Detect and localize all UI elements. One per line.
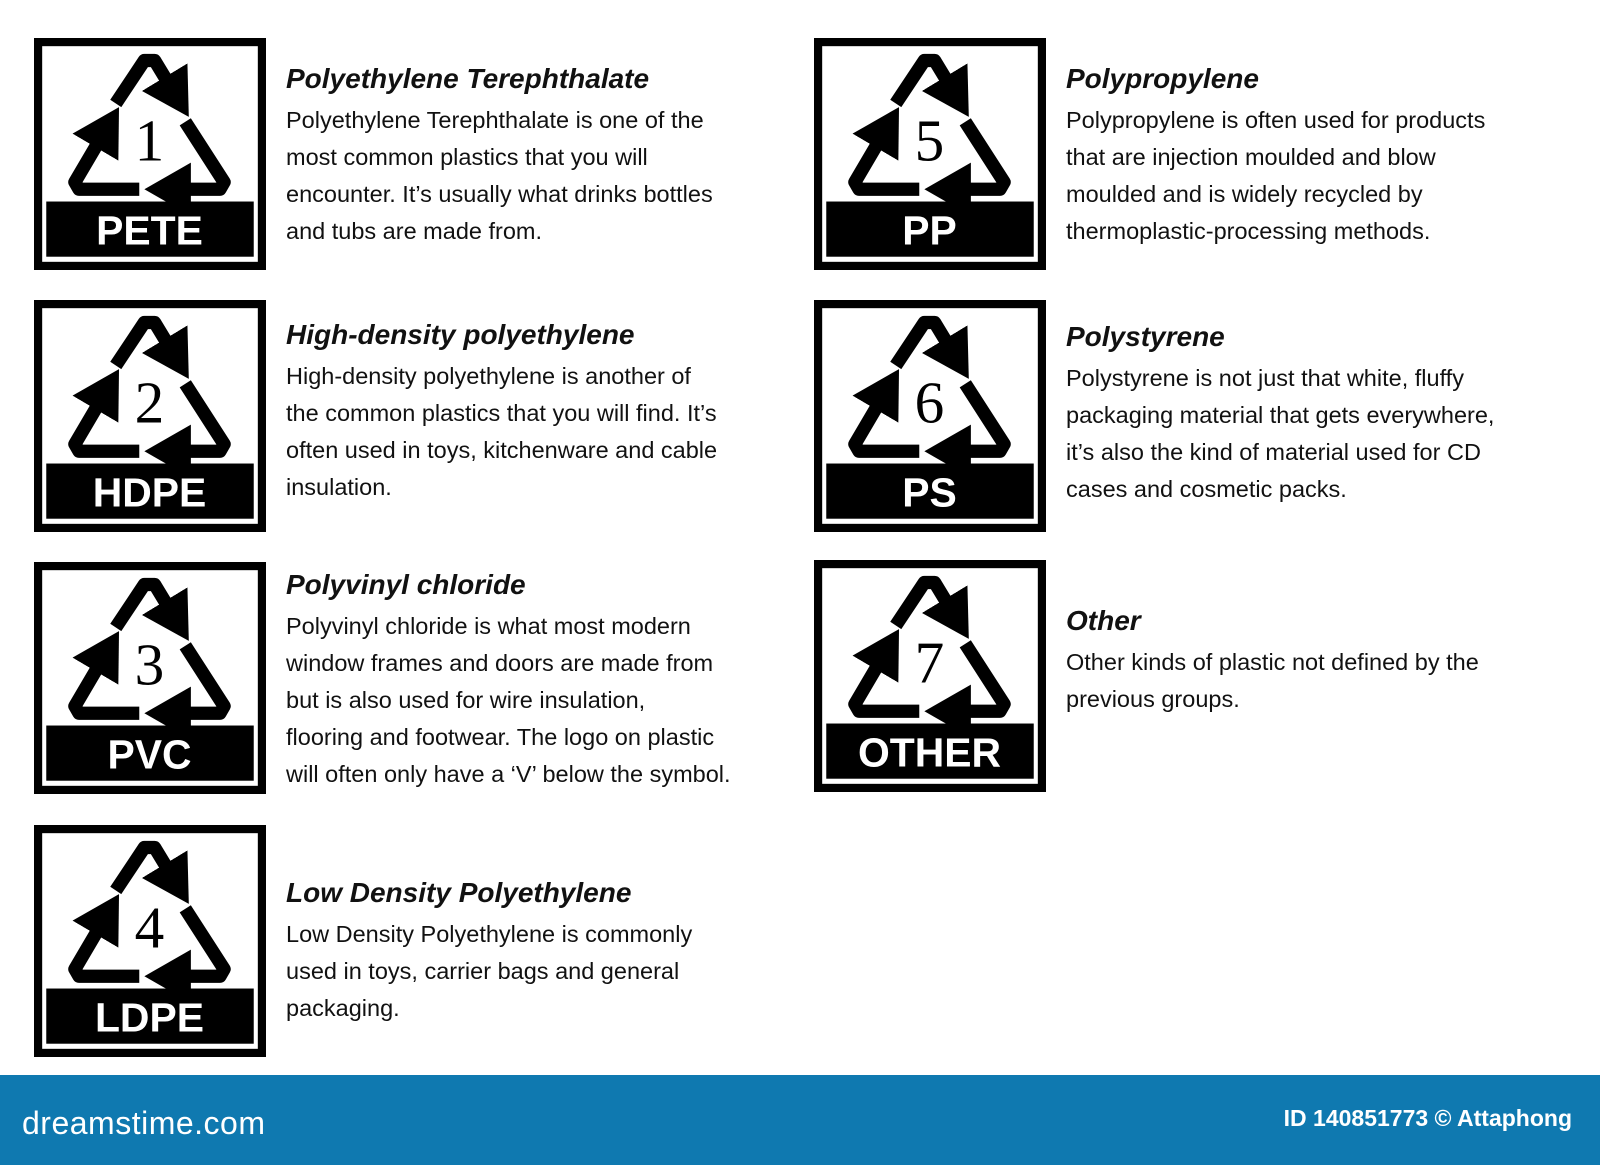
plastic-description — [286, 568, 806, 793]
description-line: moulded and is widely recycled by — [1066, 181, 1423, 207]
recycling-symbol — [34, 38, 266, 270]
description-line: window frames and doors are made from — [286, 650, 714, 676]
resin-number: 5 — [914, 107, 945, 174]
description-line: will often only have a ‘V’ below the symbol. — [286, 761, 731, 787]
recycling-symbol — [34, 562, 266, 794]
resin-code-label: HDPE — [92, 469, 207, 516]
resin-number: 4 — [134, 894, 165, 961]
resin-code-label: PVC — [107, 731, 192, 778]
description-line: but is also used for wire insulation, — [286, 687, 646, 713]
recycling-symbol — [34, 300, 266, 532]
description-line: Polypropylene is often used for products — [1066, 107, 1486, 133]
description-line: the common plastics that you will find. It’s — [286, 400, 717, 426]
description-line: High-density polyethylene is another of — [286, 363, 691, 389]
resin-number: 2 — [134, 369, 165, 436]
plastic-title: Polystyrene — [1066, 321, 1225, 352]
plastic-title: Low Density Polyethylene — [286, 877, 632, 908]
description-line: encounter. It’s usually what drinks bottles — [286, 181, 713, 207]
plastic-description — [286, 318, 806, 506]
plastic-title: Polypropylene — [1066, 63, 1259, 94]
resin-number: 7 — [914, 629, 945, 696]
plastic-title: High-density polyethylene — [286, 319, 635, 350]
resin-code-label: LDPE — [94, 994, 204, 1041]
plastic-description — [286, 876, 806, 1027]
resin-number: 1 — [134, 107, 165, 174]
description-line: most common plastics that you will — [286, 144, 648, 170]
description-line: thermoplastic-processing methods. — [1066, 218, 1431, 244]
description-line: Polyethylene Terephthalate is one of the — [286, 107, 704, 133]
description-line: Low Density Polyethylene is commonly — [286, 921, 693, 947]
description-line: packaging. — [286, 995, 400, 1021]
resin-code-label: PETE — [96, 207, 203, 254]
plastic-title: Polyethylene Terephthalate — [286, 63, 650, 94]
plastic-description — [1066, 604, 1586, 718]
description-line: Polyvinyl chloride is what most modern — [286, 613, 691, 639]
resin-number: 6 — [914, 369, 945, 436]
image-credit: ID 140851773 © Attaphong — [1283, 1105, 1572, 1131]
description-line: Other kinds of plastic not defined by the — [1066, 649, 1479, 675]
plastic-description — [1066, 320, 1586, 508]
description-line: packaging material that gets everywhere, — [1066, 402, 1495, 428]
recycling-symbol — [34, 825, 266, 1057]
description-line: insulation. — [286, 474, 392, 500]
description-line: cases and cosmetic packs. — [1066, 476, 1347, 502]
resin-number: 3 — [134, 631, 165, 698]
recycling-symbol — [814, 300, 1046, 532]
description-line: used in toys, carrier bags and general — [286, 958, 680, 984]
description-line: Polystyrene is not just that white, fluffy — [1066, 365, 1464, 391]
resin-code-label: PS — [902, 469, 957, 516]
description-line: it’s also the kind of material used for CD — [1066, 439, 1481, 465]
description-line: often used in toys, kitchenware and cable — [286, 437, 718, 463]
plastic-description — [286, 62, 806, 250]
plastic-title: Polyvinyl chloride — [286, 569, 526, 600]
description-line: flooring and footwear. The logo on plastic — [286, 724, 715, 750]
description-line: and tubs are made from. — [286, 218, 543, 244]
footer-bar — [0, 1075, 1600, 1165]
resin-code-label: PP — [902, 207, 957, 254]
plastic-description — [1066, 62, 1586, 250]
brand-logo: dreamstime.com — [22, 1105, 266, 1141]
plastic-title: Other — [1066, 605, 1141, 636]
recycling-symbol — [814, 38, 1046, 270]
description-line: that are injection moulded and blow — [1066, 144, 1436, 170]
recycling-symbol — [814, 560, 1046, 792]
resin-code-label: OTHER — [857, 729, 1002, 776]
description-line: previous groups. — [1066, 686, 1240, 712]
